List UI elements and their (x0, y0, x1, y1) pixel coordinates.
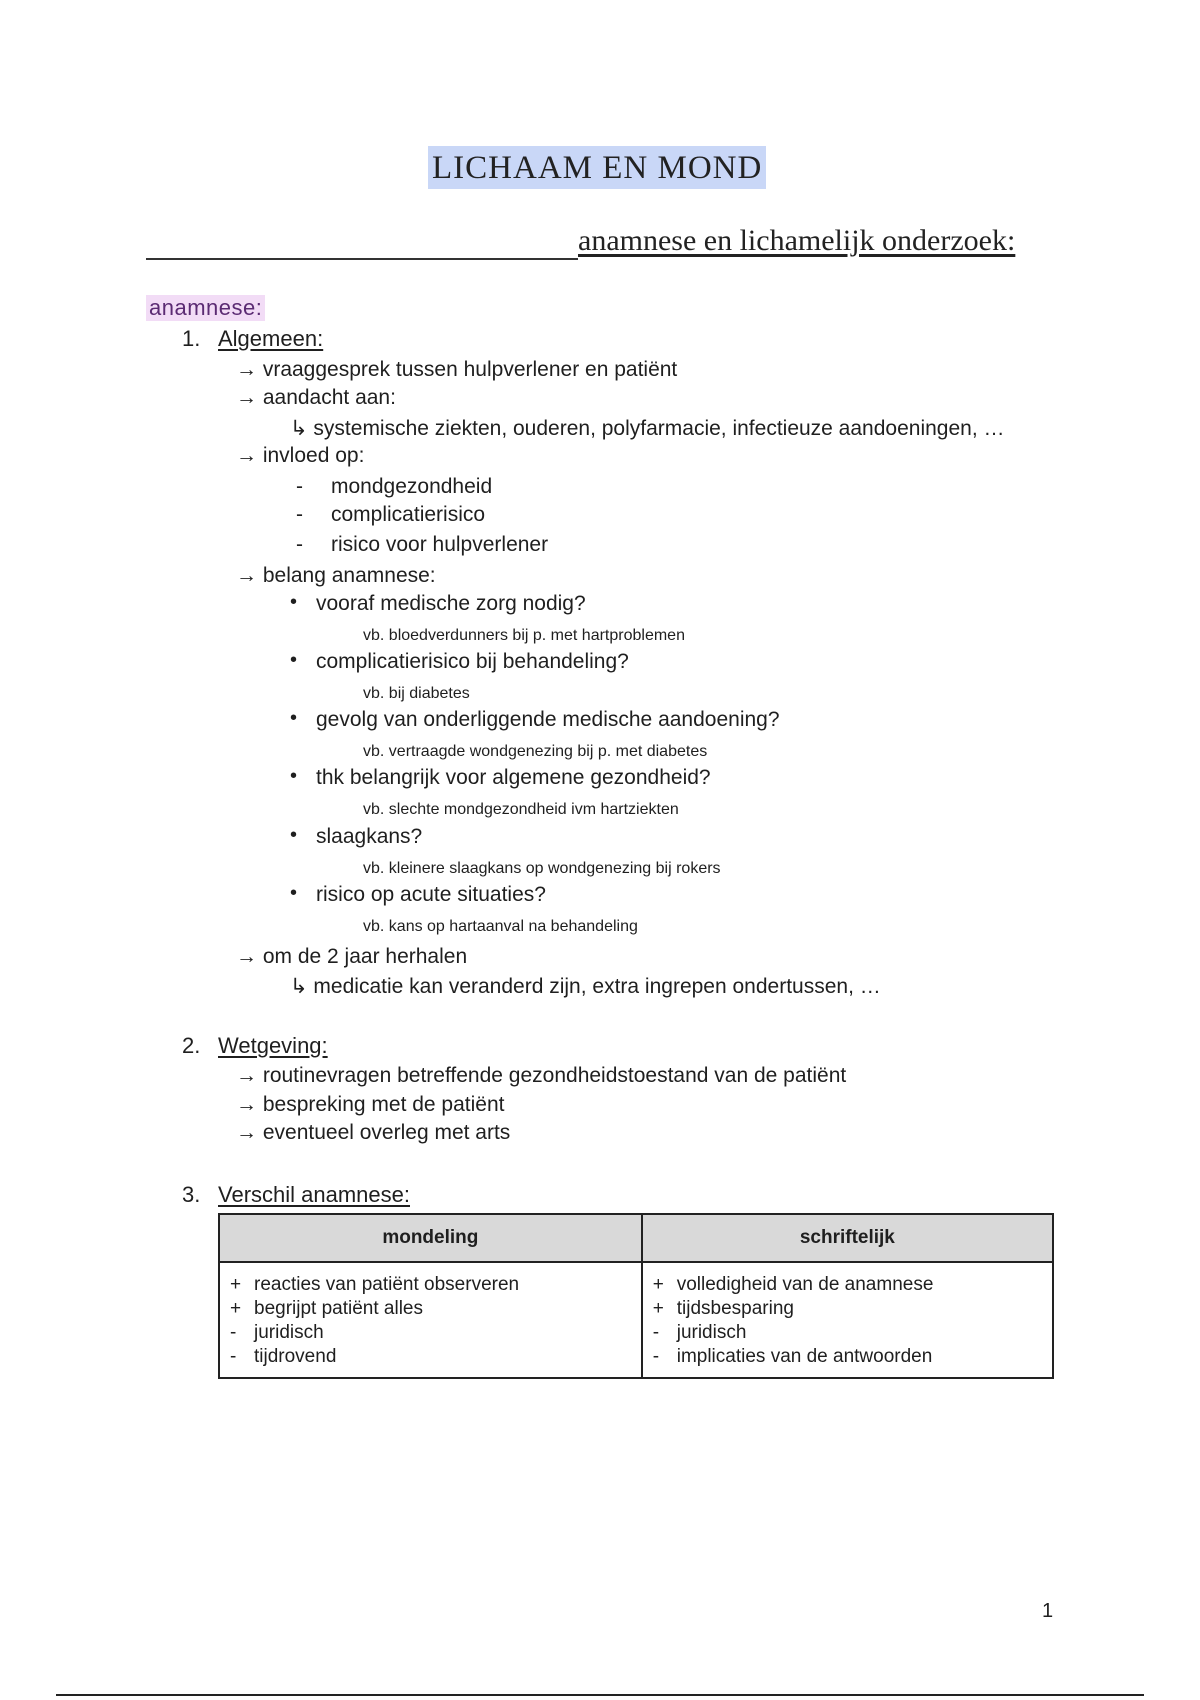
wetgeving-arrow-2: → bespreking met de patiënt (236, 1093, 505, 1116)
plus-sign: + (652, 1298, 664, 1319)
bullet-marker: • (290, 707, 298, 729)
comparison-table (218, 1213, 1054, 1379)
section-3-heading: Verschil anamnese: (218, 1182, 410, 1207)
bullet-marker: • (290, 882, 298, 904)
dash-marker: - (296, 533, 303, 556)
dash-marker: - (296, 475, 303, 498)
mondeling-item-2: begrijpt patiënt alles (254, 1298, 423, 1319)
bullet-marker: • (290, 591, 298, 613)
algemeen-hook-2: ↳ medicatie kan veranderd zijn, extra ingrepen ondertussen, … (290, 975, 881, 998)
minus-sign: - (230, 1346, 237, 1367)
algemeen-arrow-5: → om de 2 jaar herhalen (236, 945, 468, 968)
wetgeving-arrow-1: → routinevragen betreffende gezondheidstoestand van de patiënt (236, 1064, 847, 1087)
plus-sign: + (652, 1274, 664, 1295)
minus-sign: - (652, 1322, 660, 1343)
footer-rule (56, 1694, 1144, 1696)
algemeen-arrow-3: → invloed op: (236, 444, 365, 467)
bullet-item-3: gevolg van onderliggende medische aandoening? (316, 708, 780, 731)
table-header-schriftelijk: schriftelijk (642, 1214, 1053, 1262)
section-3-number: 3. (182, 1182, 201, 1207)
section-heading: anamnese en lichamelijk onderzoek: (578, 224, 1016, 257)
plus-sign: + (230, 1274, 242, 1295)
page-number: 1 (1042, 1600, 1054, 1622)
dash-item-3: risico voor hulpverlener (331, 533, 549, 556)
plus-sign: + (230, 1298, 242, 1319)
bullet-example-4: vb. slechte mondgezondheid ivm hartziekten (363, 801, 679, 818)
mondeling-item-4: tijdrovend (254, 1346, 337, 1367)
schriftelijk-item-3: juridisch (676, 1322, 747, 1343)
schriftelijk-item-2: tijdsbesparing (676, 1298, 794, 1319)
table-header-mondeling: mondeling (219, 1214, 642, 1262)
section-1-number: 1. (182, 326, 201, 351)
dash-item-2: complicatierisico (331, 503, 486, 526)
dash-marker: - (296, 503, 303, 526)
schriftelijk-item-4: implicaties van de antwoorden (676, 1346, 933, 1367)
section-2-number: 2. (182, 1033, 201, 1058)
dash-item-1: mondgezondheid (331, 475, 493, 498)
algemeen-hook-1: ↳ systemische ziekten, ouderen, polyfarmacie, infectieuze aandoeningen, … (290, 417, 1005, 440)
bullet-example-1: vb. bloedverdunners bij p. met hartproblemen (363, 627, 685, 644)
bullet-example-2: vb. bij diabetes (363, 685, 470, 702)
bullet-item-6: risico op acute situaties? (316, 883, 546, 906)
bullet-example-6: vb. kans op hartaanval na behandeling (363, 918, 638, 935)
page-title: LICHAAM EN MOND (428, 146, 766, 189)
section-2-heading: Wetgeving: (218, 1033, 328, 1058)
algemeen-arrow-1: → vraaggesprek tussen hulpverlener en patiënt (236, 358, 678, 381)
bullet-marker: • (290, 649, 298, 671)
table-cell-mondeling (219, 1262, 642, 1378)
section-1-heading: Algemeen: (218, 326, 324, 351)
bullet-example-5: vb. kleinere slaagkans op wondgenezing bij rokers (363, 860, 721, 877)
section-rule (146, 258, 578, 260)
wetgeving-arrow-3: → eventueel overleg met arts (236, 1121, 511, 1144)
algemeen-arrow-4: → belang anamnese: (236, 564, 436, 587)
algemeen-arrow-2: → aandacht aan: (236, 386, 396, 409)
bullet-example-3: vb. vertraagde wondgenezing bij p. met diabetes (363, 743, 708, 760)
bullet-item-1: vooraf medische zorg nodig? (316, 592, 586, 615)
minus-sign: - (652, 1346, 660, 1367)
mondeling-item-3: juridisch (254, 1322, 324, 1343)
schriftelijk-item-1: volledigheid van de anamnese (676, 1274, 934, 1295)
bullet-item-2: complicatierisico bij behandeling? (316, 650, 629, 673)
anamnese-label: anamnese: (146, 295, 265, 321)
table-cell-schriftelijk (642, 1262, 1053, 1378)
bullet-marker: • (290, 765, 298, 787)
table-row (219, 1262, 1053, 1378)
bullet-marker: • (290, 824, 298, 846)
bullet-item-5: slaagkans? (316, 825, 423, 848)
bullet-item-4: thk belangrijk voor algemene gezondheid? (316, 766, 711, 789)
mondeling-item-1: reacties van patiënt observeren (254, 1274, 520, 1295)
minus-sign: - (230, 1322, 237, 1343)
